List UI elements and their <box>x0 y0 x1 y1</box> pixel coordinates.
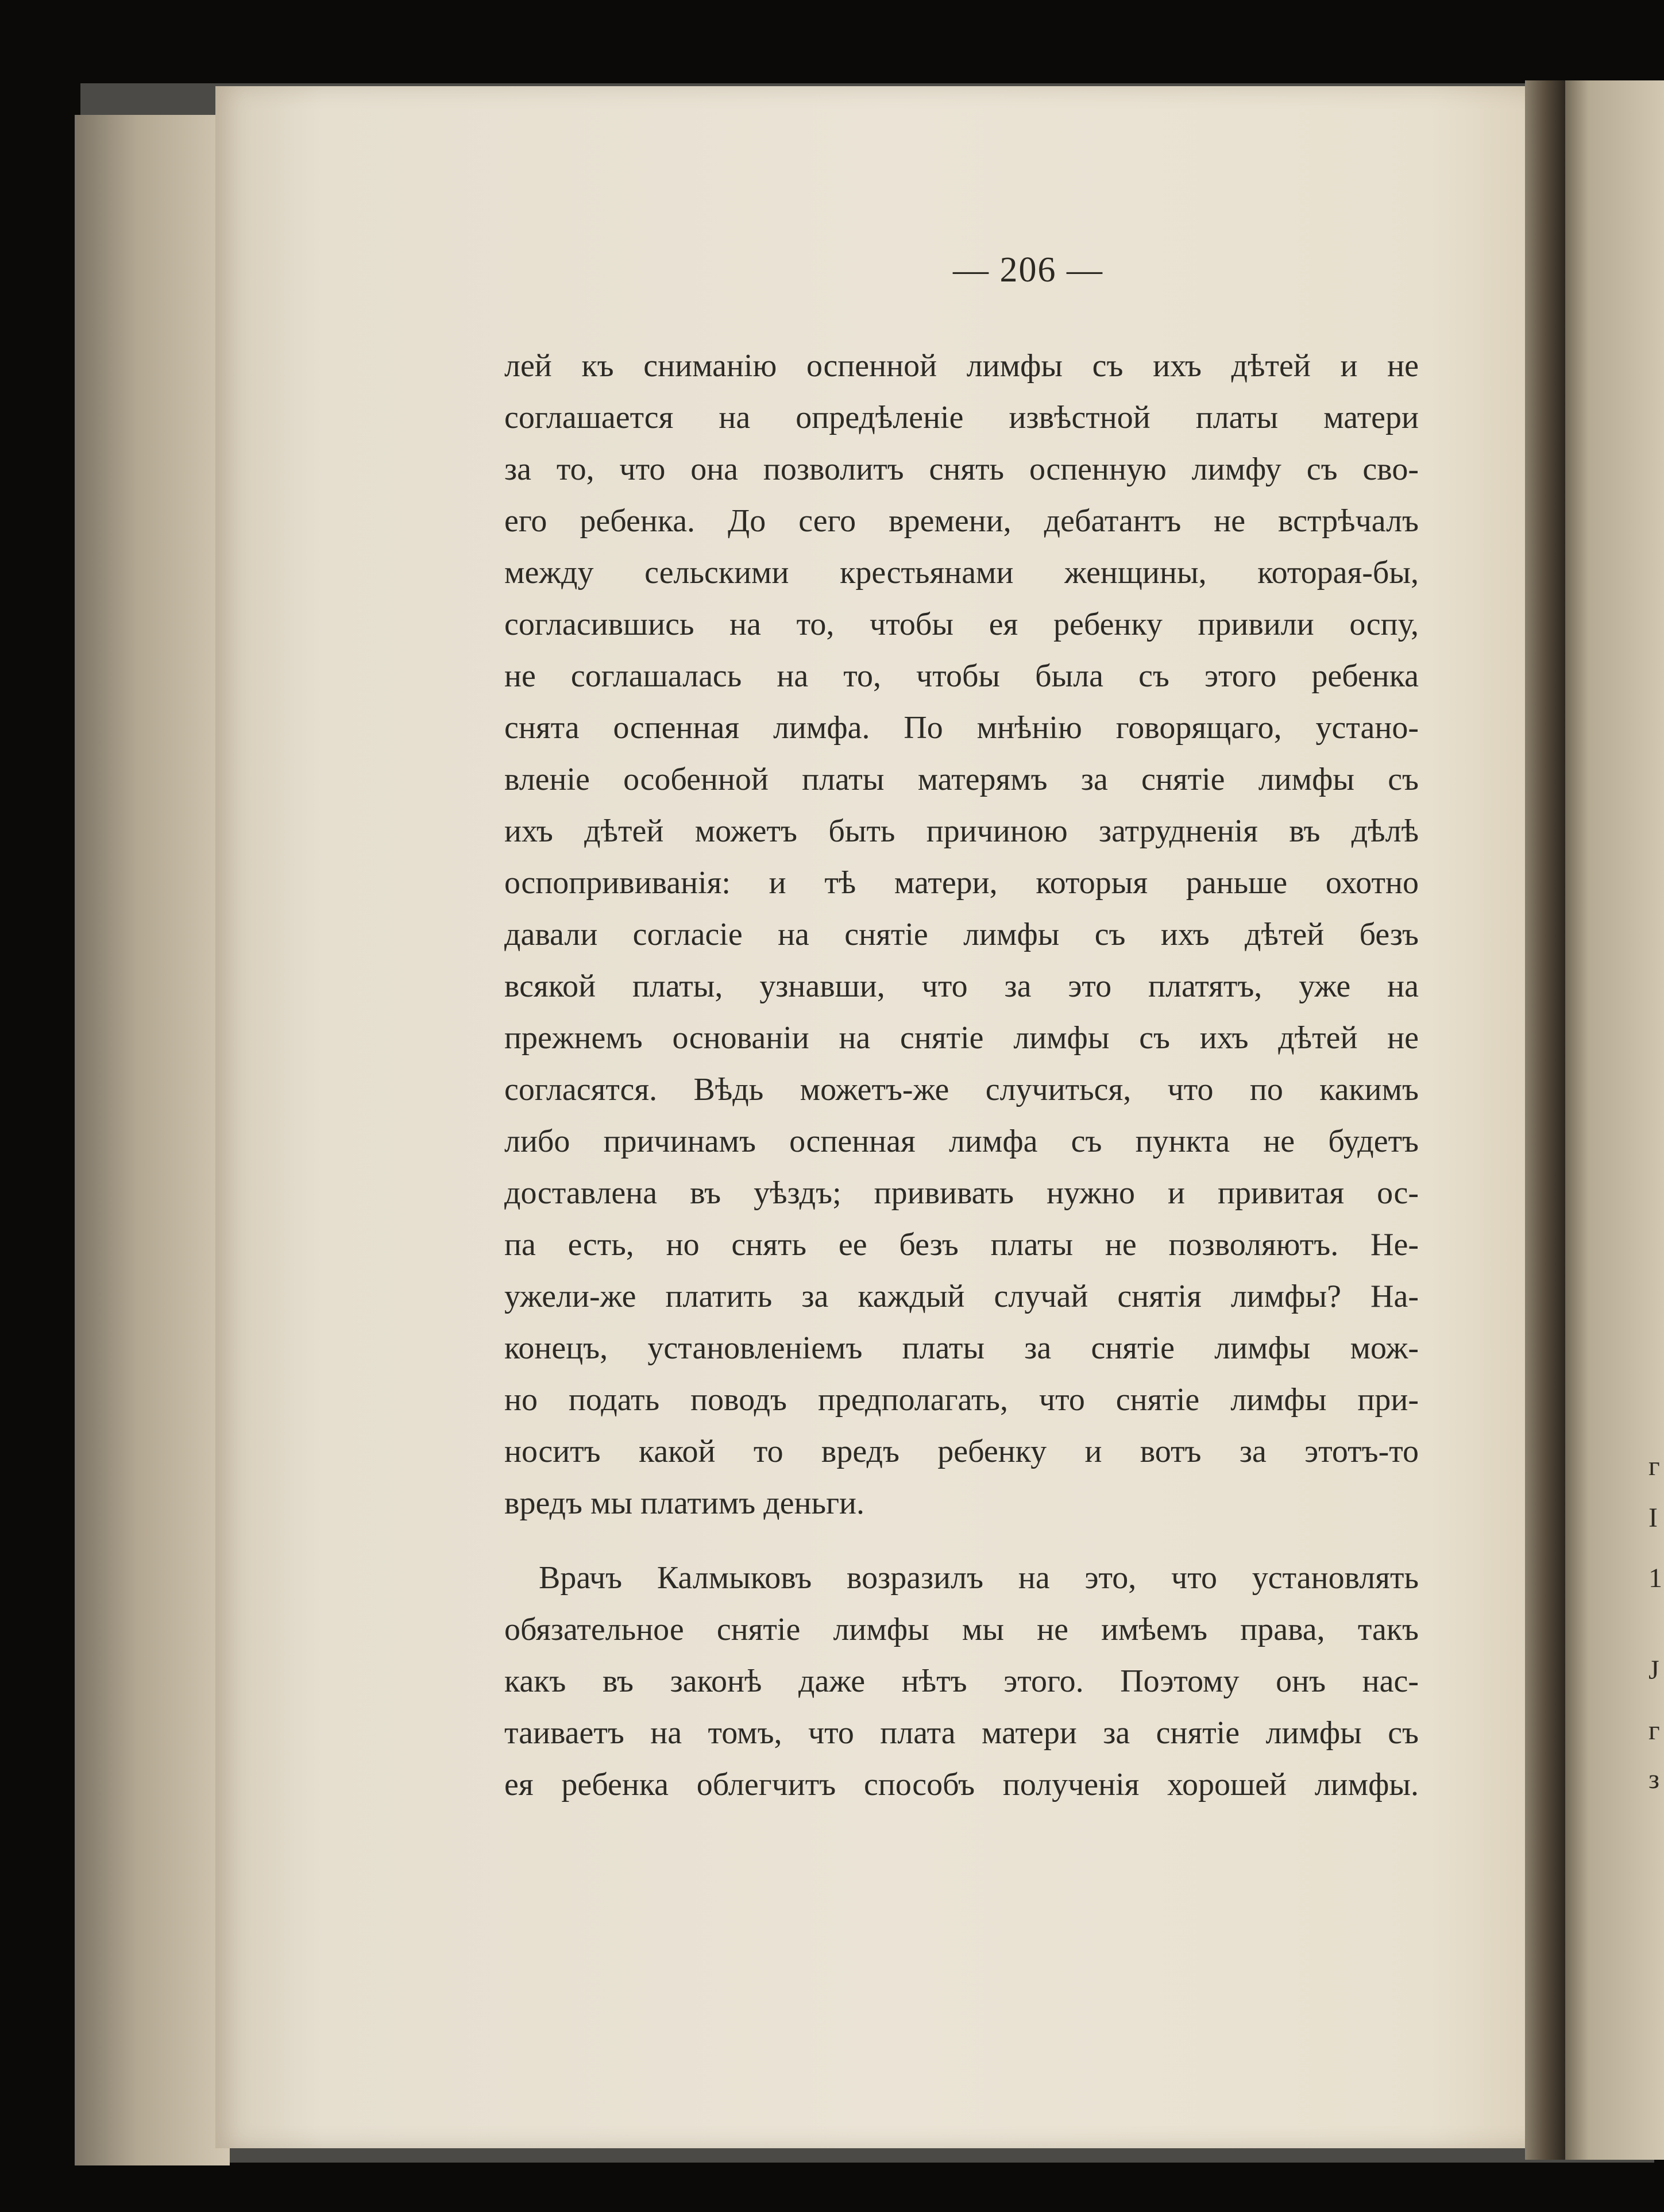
text-line: согласившись на то, чтобы ея ребенку привили оспу, <box>504 607 1419 642</box>
text-line: носитъ какой то вредъ ребенку и вотъ за этотъ-то <box>504 1434 1419 1469</box>
next-page-glyph: г <box>1648 1451 1660 1481</box>
next-page-glyph: 1 <box>1648 1563 1662 1593</box>
next-page-glyph: І <box>1648 1503 1658 1533</box>
text-line: обязательное снятіе лимфы мы не имѣемъ права, такъ <box>504 1612 1419 1647</box>
text-line: оспопрививанія: и тѣ матери, которыя раньше охотно <box>504 865 1419 901</box>
text-line: его ребенка. До сего времени, дебатантъ не встрѣчалъ <box>504 503 1419 539</box>
text-line: вредъ мы платимъ деньги. <box>504 1485 865 1521</box>
paragraph <box>504 340 1419 1529</box>
text-line: какъ въ законѣ даже нѣтъ этого. Поэтому онъ нас- <box>504 1663 1419 1699</box>
page-body-text <box>504 340 1419 1810</box>
text-line: снята оспенная лимфа. По мнѣнію говорящаго, устано- <box>504 710 1419 746</box>
text-line: па есть, но снять ее безъ платы не позволяютъ. Не- <box>504 1227 1419 1263</box>
text-line: между сельскими крестьянами женщины, которая-бы, <box>504 555 1419 590</box>
next-page-glyph: J <box>1648 1655 1659 1685</box>
page-header <box>741 0 1315 345</box>
text-line: давали согласіе на снятіе лимфы съ ихъ дѣтей безъ <box>504 917 1419 952</box>
text-line: не соглашалась на то, чтобы была съ этого ребенка <box>504 658 1419 694</box>
text-line: Врачъ Калмыковъ возразилъ на это, что установлять <box>539 1560 1419 1596</box>
page-gutter <box>1525 80 1565 2160</box>
text-line: ея ребенка облегчитъ способъ полученія хорошей лимфы. <box>504 1767 1419 1802</box>
next-page-edge <box>1563 80 1664 2160</box>
paragraph <box>504 1552 1419 1810</box>
text-line: либо причинамъ оспенная лимфа съ пункта не будетъ <box>504 1124 1419 1159</box>
paragraph-gap <box>504 1529 1419 1552</box>
text-line: прежнемъ основаніи на снятіе лимфы съ ихъ дѣтей не <box>504 1020 1419 1056</box>
next-page-glyph: г <box>1648 1715 1660 1746</box>
text-line: соглашается на опредѣленіе извѣстной платы матери <box>504 400 1419 435</box>
text-line: таиваетъ на томъ, что плата матери за снятіе лимфы съ <box>504 1715 1419 1751</box>
next-page-glyph: з <box>1648 1764 1659 1794</box>
page-number: — 206 — <box>953 250 1103 289</box>
text-line: согласятся. Вѣдь можетъ-же случиться, что по какимъ <box>504 1072 1419 1107</box>
text-line: ужели-же платить за каждый случай снятія лимфы? На- <box>504 1279 1419 1314</box>
text-line: конецъ, установленіемъ платы за снятіе лимфы мож- <box>504 1330 1419 1366</box>
text-line: доставлена въ уѣздъ; прививать нужно и привитая ос- <box>504 1175 1419 1211</box>
text-line: вленіе особенной платы матерямъ за снятіе лимфы съ <box>504 762 1419 797</box>
text-line: но подать поводъ предполагать, что снятіе лимфы при- <box>504 1382 1419 1418</box>
text-line: всякой платы, узнавши, что за это платятъ, уже на <box>504 968 1419 1004</box>
left-page-edges <box>75 115 230 2165</box>
text-line: за то, что она позволитъ снять оспенную лимфу съ сво- <box>504 451 1419 487</box>
text-line: ихъ дѣтей можетъ быть причиною затрудненія въ дѣлѣ <box>504 813 1419 849</box>
text-line: лей къ сниманію оспенной лимфы съ ихъ дѣтей и не <box>504 348 1419 384</box>
